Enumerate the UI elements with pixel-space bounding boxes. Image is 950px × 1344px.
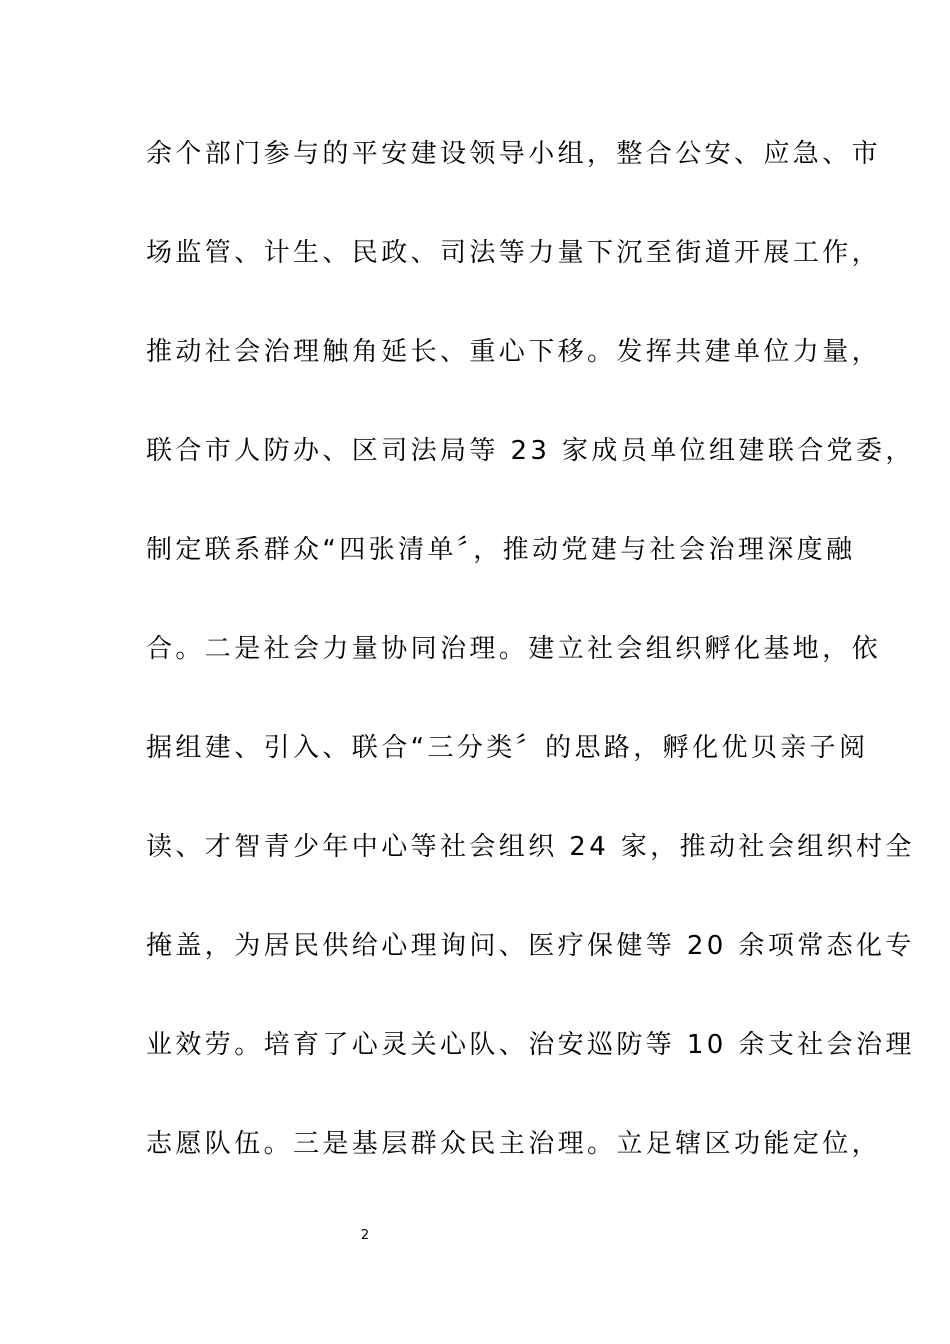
text-line-6: 合。二是社会力量协同治理。建立社会组织孵化基地，依 (146, 634, 882, 664)
text-line-3: 推动社会治理触角延长、重心下移。发挥共建单位力量， (146, 337, 882, 367)
body-text (146, 124, 915, 1213)
text-line-2: 场监管、计生、民政、司法等力量下沉至街道开展工作， (146, 238, 882, 268)
text-line-4: 联合市人防办、区司法局等 23 家成员单位组建联合党委， (146, 436, 915, 466)
text-line-1: 余个部门参与的平安建设领导小组，整合公安、应急、市 (146, 139, 882, 169)
text-line-11: 志愿队伍。三是基层群众民主治理。立足辖区功能定位， (146, 1129, 882, 1159)
text-line-10: 业效劳。培育了心灵关心队、治安巡防等 10 余支社会治理 (146, 1030, 915, 1060)
text-line-8: 读、才智青少年中心等社会组织 24 家，推动社会组织村全 (146, 832, 915, 862)
text-line-5: 制定联系群众“四张清单〞，推动党建与社会治理深度融 (146, 535, 856, 565)
text-line-7: 据组建、引入、联合“三分类〞的思路，孵化优贝亲子阅 (146, 733, 869, 763)
page-number: 2 (360, 1228, 370, 1243)
text-line-9: 掩盖，为居民供给心理询问、医疗保健等 20 余项常态化专 (146, 931, 915, 961)
